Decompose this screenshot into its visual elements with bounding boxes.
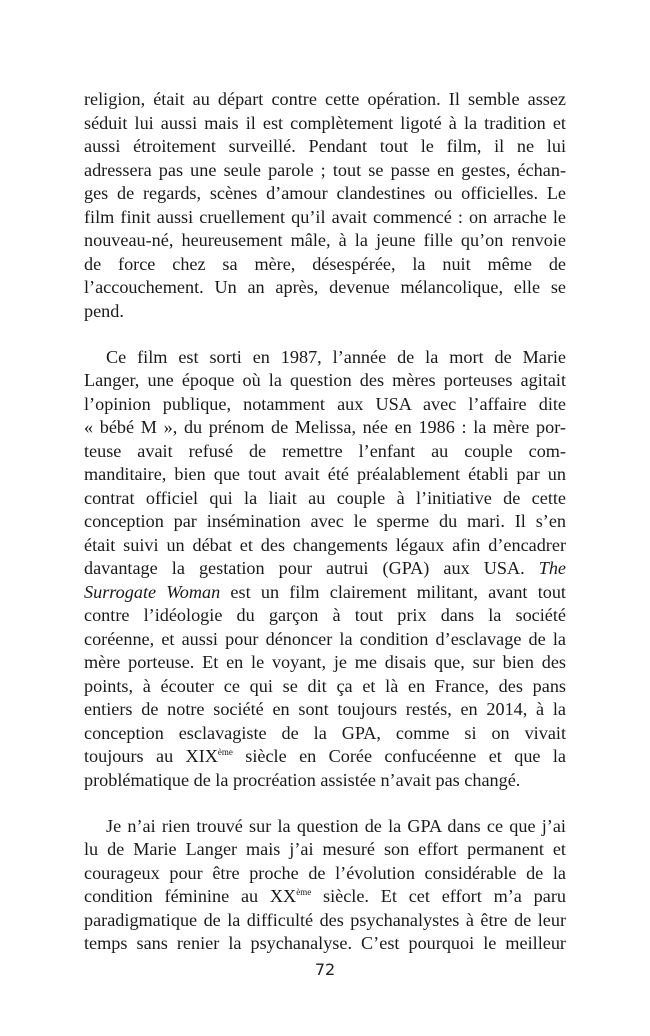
text-segment: « bébé M », du prénom de Melissa, née en 1986 : la mère por- [84, 417, 566, 437]
text-segment: adressera pas une seule parole ; tout se passe en gestes, échan- [84, 159, 566, 180]
text-segment: contre l’idéologie du garçon à tout prix dans la société [84, 605, 566, 625]
text-line [84, 440, 566, 464]
text-line [84, 651, 566, 675]
paragraph [84, 346, 566, 793]
text-line [84, 510, 566, 534]
text-line [84, 229, 566, 253]
text-line [84, 909, 566, 933]
text-segment: l’opinion publique, notamment aux USA avec l’affaire dite [84, 393, 566, 414]
paragraph [84, 815, 566, 956]
text-segment: aussi étroitement surveillé. Pendant tout le film, il ne lui [84, 136, 566, 156]
text-segment: pend. [84, 300, 124, 321]
text-segment: entiers de notre société en sont toujours restés, en 2014, à la [84, 699, 566, 719]
text-segment: problématique de la procréation assistée n’avait pas changé. [84, 769, 521, 790]
superscript: ème [296, 887, 312, 897]
text-segment: Ce film est sorti en 1987, l’année de la mort de Marie [106, 346, 566, 367]
text-segment: condition féminine au XX [84, 886, 297, 906]
text-segment: toujours au XIX [84, 746, 218, 766]
text-segment: de force chez sa mère, désespérée, la nuit même de [84, 253, 566, 274]
text-line [84, 276, 566, 300]
text-line [84, 885, 566, 909]
text-line [84, 581, 566, 605]
text-line [84, 769, 566, 793]
text-segment: siècle. Et cet effort m’a paru [311, 886, 566, 906]
text-line [84, 722, 566, 746]
superscript: ème [217, 747, 233, 757]
text-segment: siècle en Corée confucéenne et que la [232, 746, 566, 766]
text-line [84, 300, 566, 324]
text-segment: film finit aussi cruellement qu’il avait commencé : on arrache le [84, 206, 566, 227]
text-line [84, 675, 566, 699]
text-line [84, 628, 566, 652]
text-segment: conception par insémination avec le sperme du mari. Il s’en [84, 511, 566, 531]
text-segment: contrat officiel qui la liait au couple à l’initiative de cette [84, 487, 566, 508]
text-line [84, 932, 566, 956]
text-line [84, 698, 566, 722]
text-segment: temps sans renier la psychanalyse. C’est pourquoi le meilleur [84, 933, 566, 953]
text-line [84, 346, 566, 370]
text-line [84, 416, 566, 440]
text-segment: l’accouchement. Un an après, devenue mélancolique, elle se [84, 277, 566, 297]
text-segment: séduit lui aussi mais il est complètement ligoté à la tradition et [84, 112, 566, 133]
text-line [84, 815, 566, 839]
text-segment: teuse avait refusé de remettre l’enfant au couple com- [84, 440, 566, 461]
text-line [84, 838, 566, 862]
text-segment: nouveau-né, heureusement mâle, à la jeune fille qu’on renvoie [84, 230, 566, 250]
text-line [84, 206, 566, 230]
text-segment: était suivi un débat et des changements légaux afin d’encadrer [84, 534, 566, 555]
page-body [84, 88, 566, 978]
text-segment: mère porteuse. Et en le voyant, je me disais que, sur bien des [84, 652, 566, 672]
text-line [84, 463, 566, 487]
text-line [84, 112, 566, 136]
text-line [84, 745, 566, 769]
text-segment: lu de Marie Langer mais j’ai mesuré son effort permanent et [84, 839, 566, 859]
text-line [84, 534, 566, 558]
text-segment: manditaire, bien que tout avait été préalablement établi par un [84, 464, 566, 484]
text-segment: religion, était au départ contre cette opération. Il semble assez [84, 89, 566, 109]
text-segment: paradigmatique de la difficulté des psychanalystes à être de leur [84, 909, 566, 930]
page-number: 72 [314, 960, 336, 979]
italic-title: The [538, 558, 566, 578]
text-line [84, 159, 566, 183]
text-line [84, 487, 566, 511]
text-line [84, 393, 566, 417]
text-segment: Langer, une époque où la question des mères porteuses agitait [84, 370, 566, 390]
text-line [84, 88, 566, 112]
paragraph [84, 88, 566, 323]
text-segment: points, à écouter ce qui se dit ça et là en France, des pans [84, 675, 566, 696]
text-segment: conception esclavagiste de la GPA, comme si on vivait [84, 722, 566, 743]
text-segment: courageux pour être proche de l’évolution considérable de la [84, 862, 566, 883]
text-line [84, 135, 566, 159]
text-segment: davantage la gestation pour autrui (GPA) aux USA. [84, 558, 539, 578]
text-line [84, 369, 566, 393]
italic-title: Surrogate Woman [84, 581, 221, 602]
text-line [84, 557, 566, 581]
text-line [84, 253, 566, 277]
text-line [84, 182, 566, 206]
text-segment: ges de regards, scènes d’amour clandestines ou officielles. Le [84, 183, 566, 203]
text-segment: coréenne, et aussi pour dénoncer la condition d’esclavage de la [84, 628, 566, 649]
text-segment: est un film clairement militant, avant tout [220, 581, 566, 602]
text-line [84, 862, 566, 886]
text-segment: Je n’ai rien trouvé sur la question de la GPA dans ce que j’ai [106, 815, 566, 836]
text-line [84, 604, 566, 628]
